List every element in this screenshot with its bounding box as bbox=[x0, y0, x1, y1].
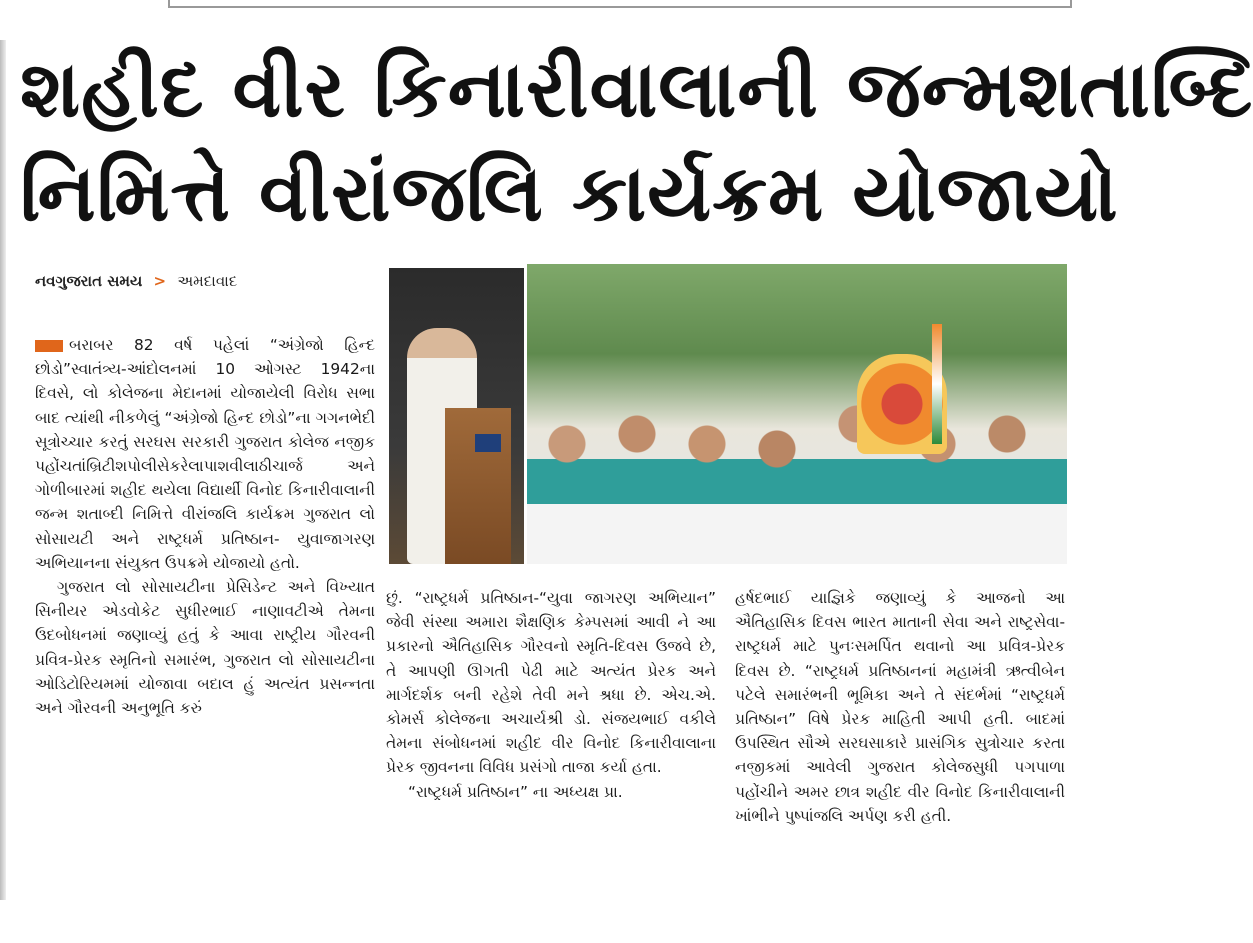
article-paragraph: ગુજરાત લો સોસાયટીના પ્રેસિડેન્ટ અને વિખ્યાત સિનીયર એડવોકેટ સુધીરભાઈ નાણાવટીએ તેમના ઉદબોધનમાં જણાવ્યું હતું કે આવા રાષ્ટ્રીય ગૌરવની પ્રવિત્ર-પ્રેરક સ્મૃતિનો સમારંભ, ગુજરાત લો સોસાયટીના ઓડિટોરિયમમાં યોજાવા બદાલ હું અત્યંત પ્રસન્નતા અને ગૌરવની અનુભૂતિ કરું bbox=[35, 578, 375, 718]
flag bbox=[932, 324, 942, 444]
byline-source: નવગુજરાત સમય bbox=[35, 272, 143, 290]
byline bbox=[35, 272, 237, 290]
group-photo bbox=[527, 264, 1067, 564]
speaker-photo bbox=[389, 268, 524, 564]
headline-line-2: નિમિત્તે વીરાંજલિ કાર્યક્રમ યોજાયો bbox=[20, 149, 1119, 239]
headline bbox=[20, 38, 1253, 246]
article-column-1 bbox=[35, 333, 375, 720]
article-column-2 bbox=[386, 586, 716, 804]
top-border-rule bbox=[168, 0, 1072, 8]
article-paragraph: હર્ષદભાઈ યાજ્ઞિકે જણાવ્યું કે આજનો આ ઐતિહાસિક દિવસ ભારત માતાની સેવા અને રાષ્ટ્રસેવા-રાષ્ટ્રધર્મ માટે પુનઃસમર્પિત થવાનો આ પ્રવિત્ર-પ્રેરક દિવસ છે. “રાષ્ટ્રધર્મ પ્રતિષ્ઠાનનાં મહામંત્રી ઋત્વીબેન પટેલે સમારંભની ભૂમિકા અને તે સંદર્ભમાં “રાષ્ટ્રધર્મ પ્રતિષ્ઠાન” વિષે પ્રેરક માહિતી આપી હતી. બાદમાં ઉપસ્થિત સૌએ સરઘસાકારે પ્રાસંગિક સુત્રોચાર કરતા નજીકમાં આવેલી ગુજરાત કોલેજસુધી પગપાળા પહોંચીને અમર છાત્ર શહીદ વીર વિનોદ કિનારીવાલાની ખાંભીને પુષ્પાંજલિ અર્પણ કરી હતી. bbox=[735, 589, 1065, 825]
paragraph-marker bbox=[35, 340, 63, 352]
article-paragraph: “રાષ્ટ્રધર્મ પ્રતિષ્ઠાન” ના અધ્યક્ષ પ્રા. bbox=[408, 782, 623, 801]
byline-separator: > bbox=[153, 272, 167, 290]
article-paragraph bbox=[35, 333, 375, 575]
podium bbox=[445, 408, 511, 564]
article-column-3 bbox=[735, 586, 1065, 828]
students-group bbox=[527, 354, 1067, 564]
page-edge-shadow bbox=[0, 40, 6, 900]
byline-place: અમદાવાદ bbox=[177, 272, 238, 290]
article-paragraph: છું. “રાષ્ટ્રધર્મ પ્રતિષ્ઠાન-“યુવા જાગરણ અભિયાન” જેવી સંસ્થા અમારા શૈક્ષણિક કેમ્પસમાં આવી ને આ પ્રકારનો ઐતિહાસિક ગૌરવનો સ્મૃતિ-દિવસ ઉજવે છે, તે આપણી ઊગતી પેઢી માટે અત્યંત પ્રેરક અને માર્ગદર્શક બની રહેશે તેવી મને શ્રધા છે. એચ.એ. કોમર્સ કોલેજના અચાર્યશ્રી ડો. સંજયભાઈ વકીલે તેમના સંબોધનમાં શહીદ વીર વિનોદ કિનારીવાલાના પ્રેરક જીવનના વિવિધ પ્રસંગો તાજા કર્યા હતા. bbox=[386, 589, 716, 777]
headline-line-1: શહીદ વીર કિનારીવાલાની જન્મશતાબ્દિ bbox=[20, 45, 1253, 135]
article-paragraph-text: બરાબર 82 વર્ષ પહેલાં “અંગ્રેજો હિન્દ છોડો”સ્વાતંત્ર્ય-આંદોલનમાં 10 ઓગસ્ટ 1942ના દિવસે, લો કોલેજના મેદાનમાં યોજાયેલી વિરોધ સભા બાદ ત્યાંથી નીકળેલું “અંગ્રેજો હિન્દ છોડો”ના ગગનભેદી સૂત્રોચ્ચાર કરતું સરઘસ સરકારી ગુજરાત કોલેજ નજીક પહોંચતાંબ્રિટીશપોલીસેકરેલાપાશવીલાઠીચાર્જ અને ગોળીબારમાં શહીદ થયેલા વિદ્યાર્થી વિનોદ કિનારીવાલાની જન્મ શતાબ્દી નિમિત્તે વીરાંજલિ કાર્યક્રમ ગુજરાત લો સોસાયટી અને રાષ્ટ્રધર્મ પ્રતિષ્ઠાન- યુવાજાગરણ અભિયાનના સંયુક્ત ઉપક્રમે યોજાયો હતો. bbox=[35, 336, 375, 572]
podium-logo bbox=[475, 434, 501, 452]
